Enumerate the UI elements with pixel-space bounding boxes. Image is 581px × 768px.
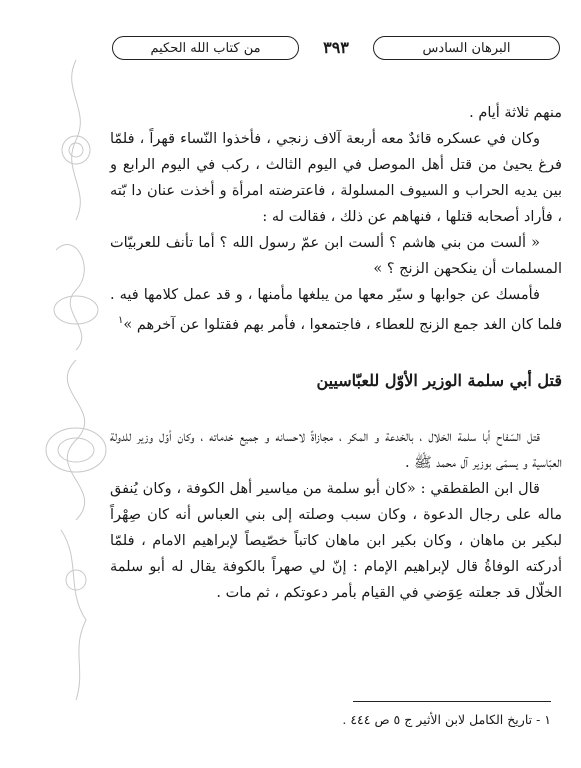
running-header <box>112 33 560 63</box>
paragraph <box>110 282 562 338</box>
paragraph: قال ابن الطقطقي : «كان أبو سلمة من مياسير أهل الكوفة ، وكان يُنفق ماله على رجال الدعوة ، وكان سبب وصلته إلى بني العباس أنه كان صِهْراً لبكير بن ماهان ، وكان بكير ابن ماهان كاتباً خصّيصاً لإبراهيم الامام ، فلمّا أدركته الوفاةُ قال لإبراهيم الإمام : إنّ لي صهراً بالكوفة يقال له أبو سلمة الخلّال قد جعلته عِوَضي في القيام بأمر دعوتكم ، ثم مات . <box>110 480 562 601</box>
spacer <box>110 338 562 368</box>
quotation: « ألست من بني هاشم ؟ ألست ابن عمّ رسول الله ؟ أما تأنف للعربيّات المسلمات أن ينكحهن الزنج ؟ » <box>110 235 562 277</box>
margin-ornament-icon <box>36 60 116 700</box>
main-text <box>110 100 562 606</box>
section-heading: قتل أبي سلمة الوزير الأوّل للعبّاسيين <box>316 370 562 390</box>
footnote-reference: ١ <box>118 315 124 326</box>
paragraph-text: فأمسك عن جوابها و سيّر معها من يبلغها مأمنها ، و قد عمل كلامها فيه . فلما كان الغد جمع الزنج للعطاء ، فاجتمعوا ، فأمر بهم فقتلوا عن آخرهم » <box>110 287 562 333</box>
page-number: ٣٩٣ <box>323 37 349 57</box>
spacer <box>110 394 562 424</box>
paragraph: منهم ثلاثة أيام . <box>469 105 562 121</box>
header-book-title: من كتاب الله الحكيم <box>112 36 299 60</box>
footnote: ١ - تاريخ الكامل لابن الأثير ج ٥ ص ٤٤٤ . <box>342 712 551 727</box>
header-chapter-title: البرهان السادس <box>373 36 560 60</box>
footnote-divider <box>353 701 551 702</box>
paragraph: قتل السّفاح أبا سلمة الخلال ، بالخدعة و المكر ، مجازاةً لاحسانه و جميع خدماته ، وكان أوّل وزير للدولة العبّاسية و يسمّى بوزير آل محمد ﷺ . <box>110 428 562 471</box>
paragraph: وكان في عسكره قائدٌ معه أربعة آلاف زنجي ، فأخذوا النّساء قهراً ، فلمّا فرغ يحيىٰ من قتل أهل الموصل في اليوم الثالث ، ركب في اليوم الرابع و بين يديه الحراب و السيوف المسلولة ، فاعترضته امرأة و أخذت عنان دا بّته ، فأراد أصحابه قتلها ، فنهاهم عن ذلك ، فقالت له : <box>110 131 562 225</box>
